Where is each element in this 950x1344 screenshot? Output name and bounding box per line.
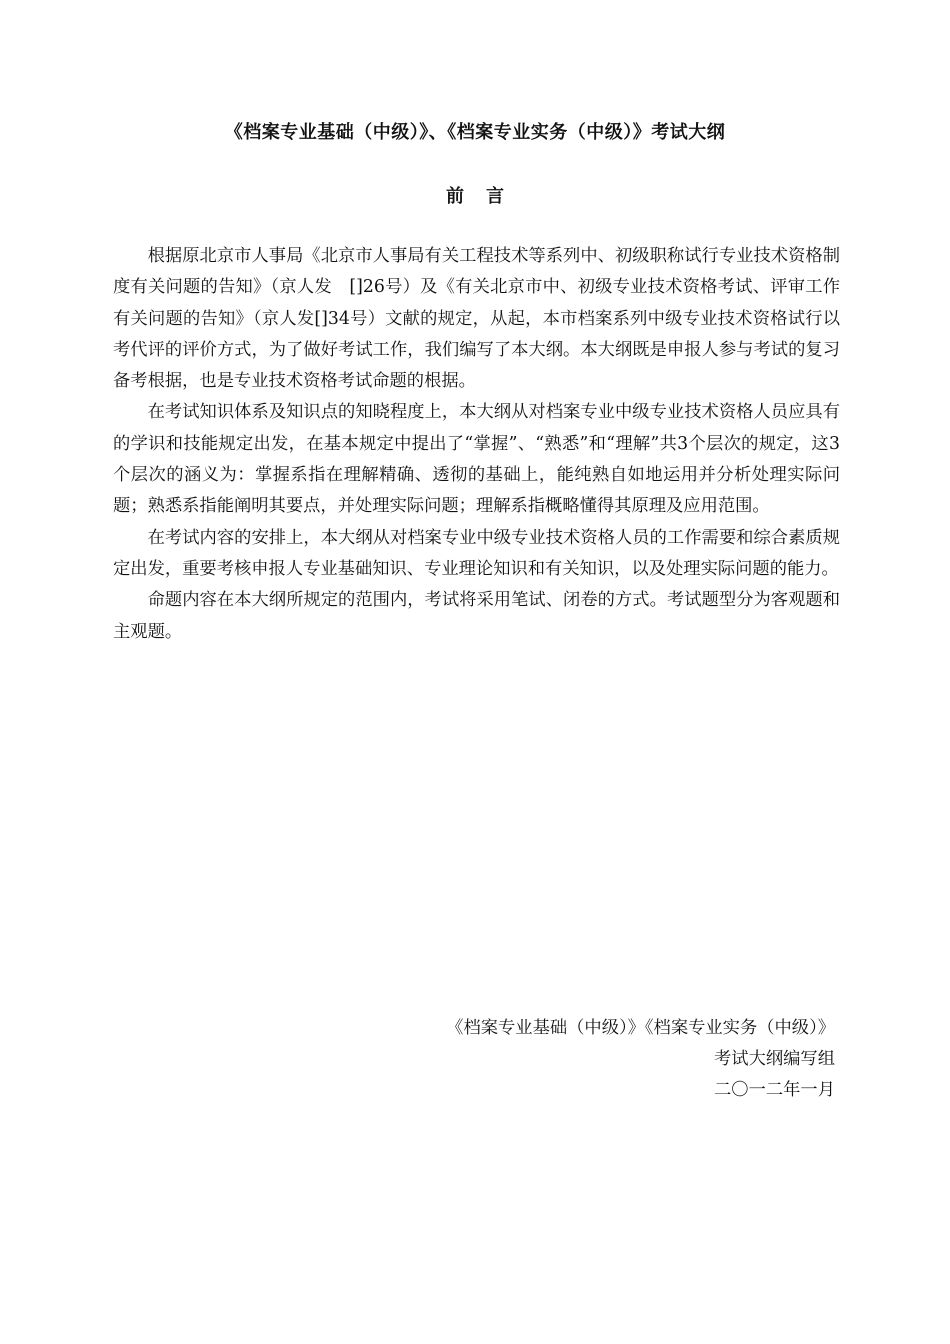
signature-block	[380, 1013, 835, 1106]
preface-body	[113, 241, 840, 648]
signature-date: 二〇一二年一月	[714, 1080, 835, 1100]
signature-books: 《档案专业基础（中级）》《档案专业实务（中级）》	[446, 1018, 835, 1038]
signature-group: 考试大纲编写组	[714, 1049, 835, 1069]
preface-heading: 前言	[446, 186, 526, 207]
paragraph-2: 在考试知识体系及知识点的知晓程度上，本大纲从对档案专业中级专业技术资格人员应具有的学识和技能规定出发，在基本规定中提出了“掌握”、“熟悉”和“理解”共3个层次的规定，这3个层次的涵义为：掌握系指在理解精确、透彻的基础上，能纯熟自如地运用并分析处理实际问题；熟悉系指能阐明其要点，并处理实际问题；理解系指概略懂得其原理及应用范围。	[113, 402, 840, 517]
paragraph-3: 在考试内容的安排上，本大纲从对档案专业中级专业技术资格人员的工作需要和综合素质规定出发，重要考核申报人专业基础知识、专业理论知识和有关知识，以及处理实际问题的能力。	[113, 527, 840, 579]
paragraph-4: 命题内容在本大纲所规定的范围内，考试将采用笔试、闭卷的方式。考试题型分为客观题和主观题。	[113, 590, 840, 642]
paragraph-1: 根据原北京市人事局《北京市人事局有关工程技术等系列中、初级职称试行专业技术资格制度有关问题的告知》（京人发 []26号）及《有关北京市中、初级专业技术资格考试、评审工作有关问题的告知》（京人发[]34号）文献的规定，从起，本市档案系列中级专业技术资格试行以考代评的评价方式，为了做好考试工作，我们编写了本大纲。本大纲既是申报人参与考试的复习备考根据，也是专业技术资格考试命题的根据。	[113, 246, 840, 392]
document-title: 《档案专业基础（中级）》、《档案专业实务（中级）》考试大纲	[224, 122, 726, 143]
